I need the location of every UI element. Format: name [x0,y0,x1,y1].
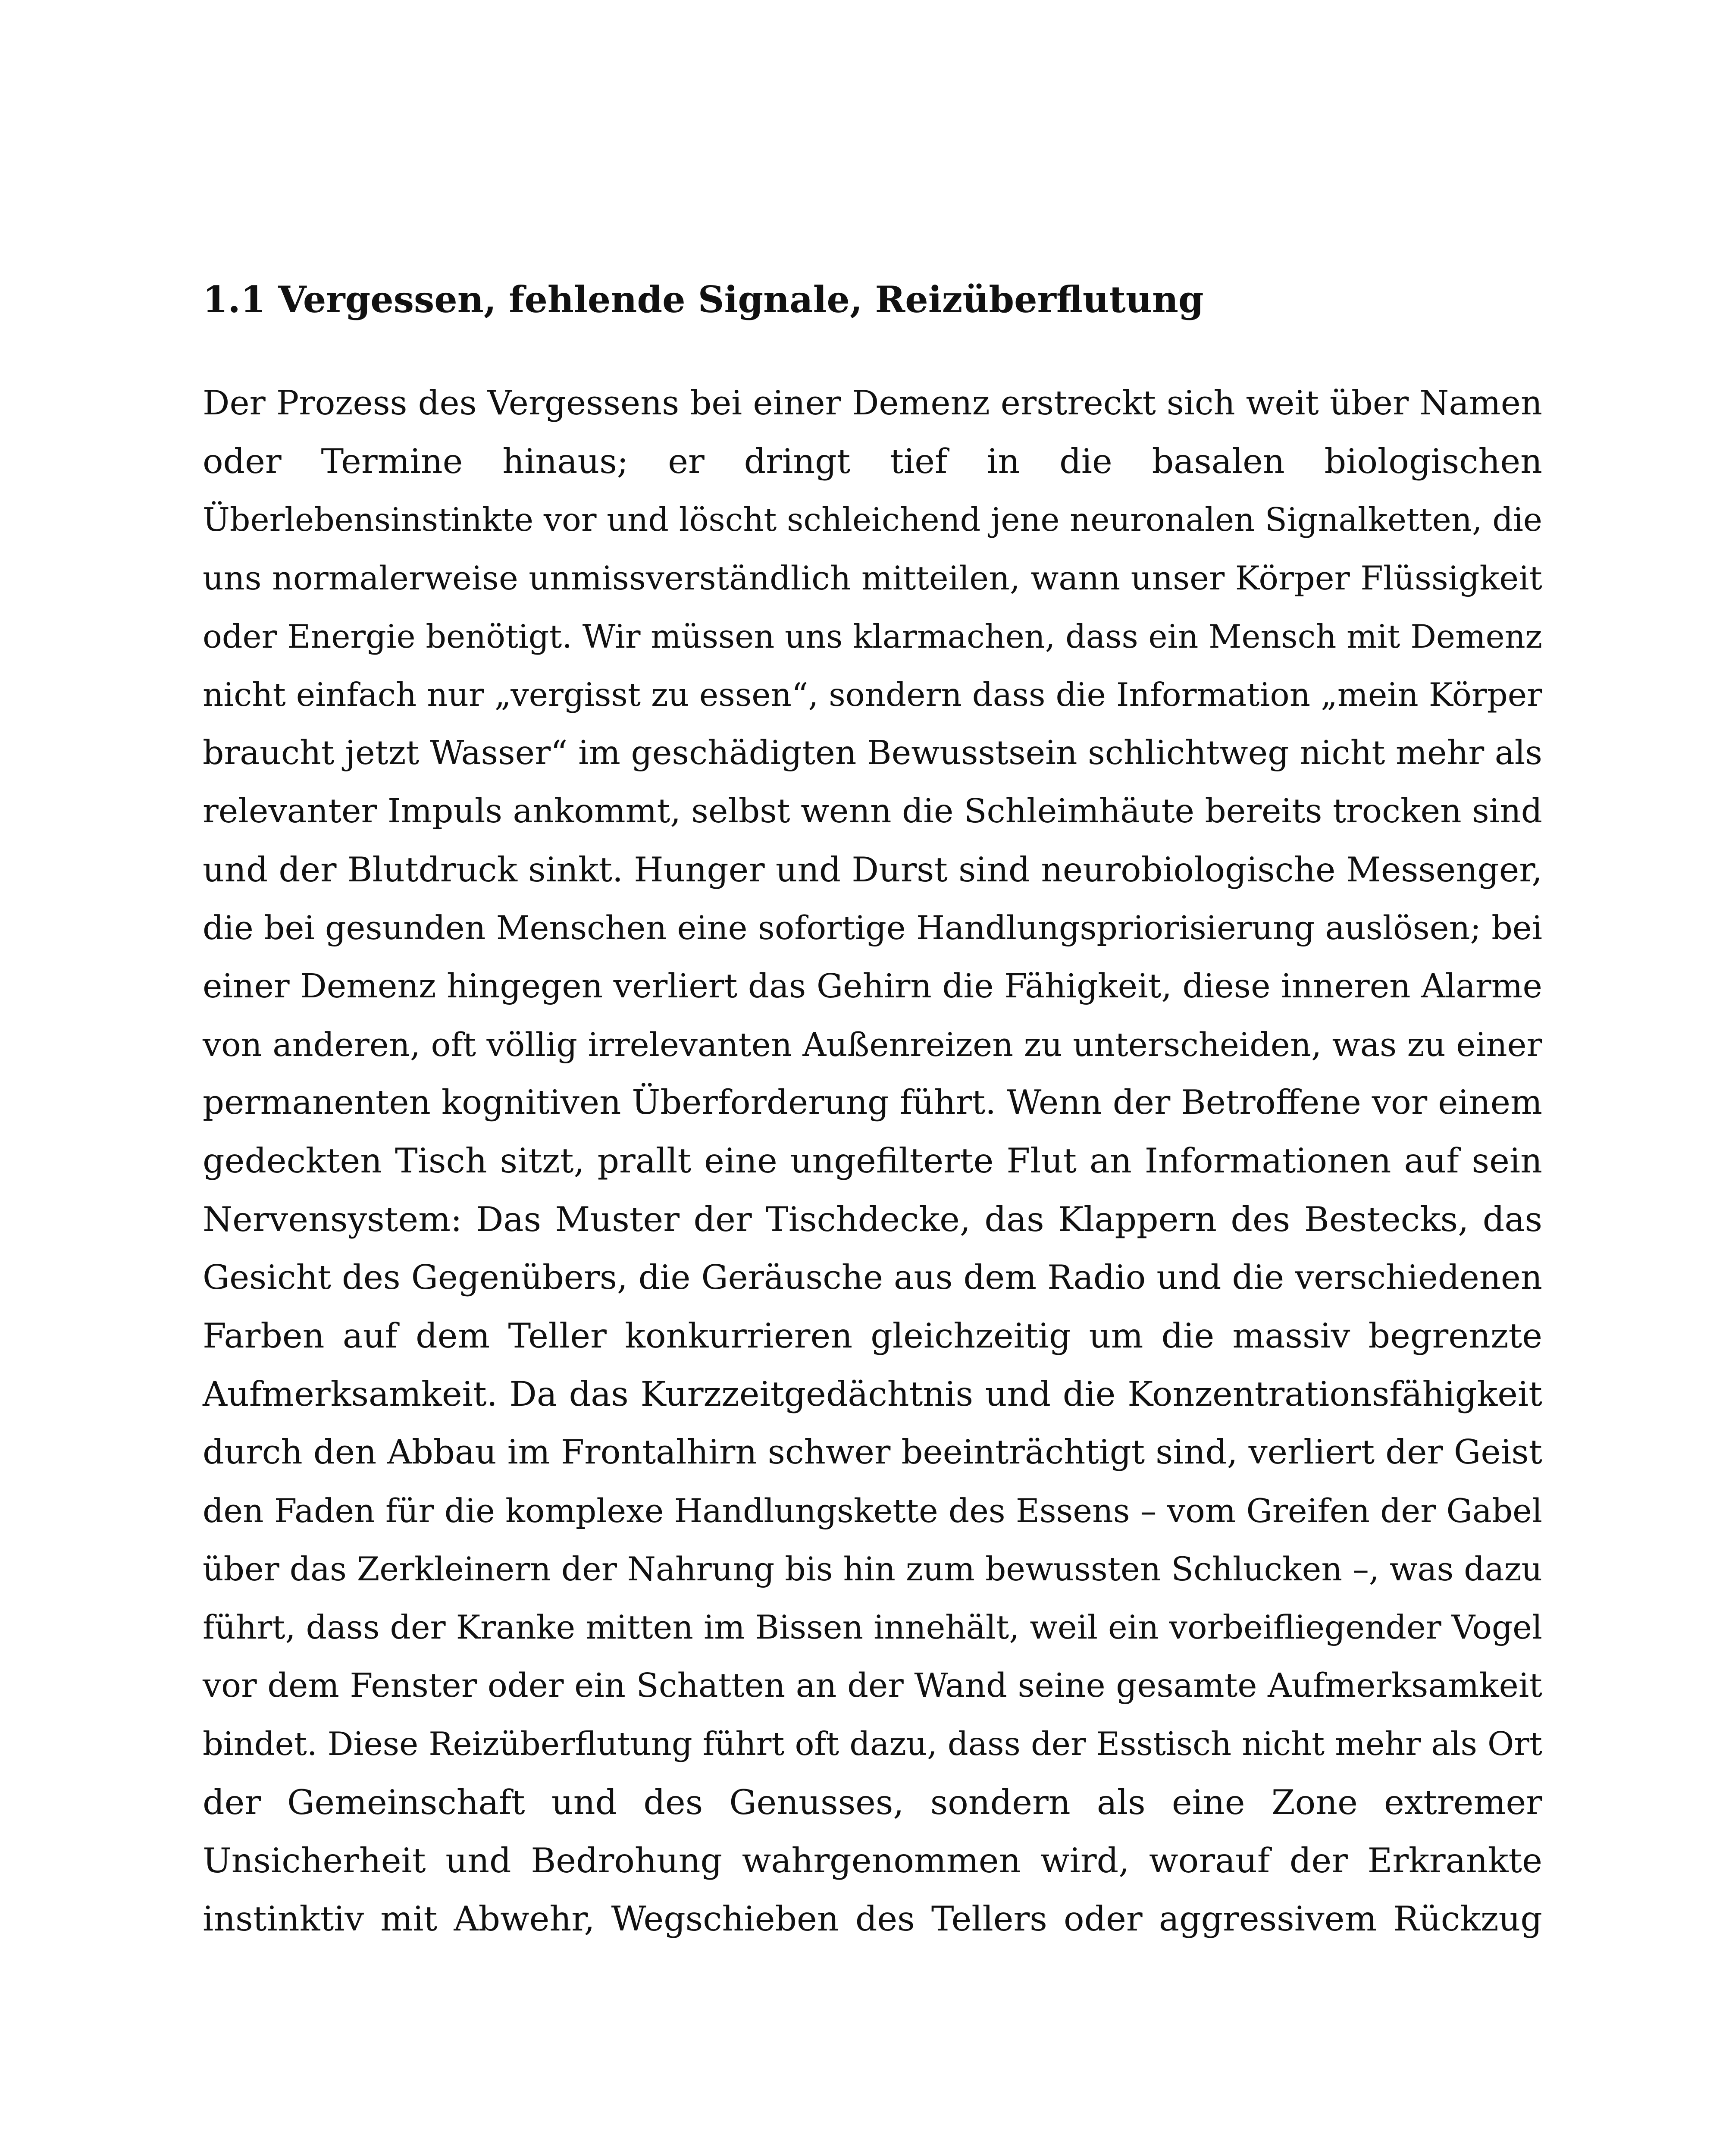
paragraph-line: bindet. Diese Reizüberflutung führt oft dazu, dass der Esstisch nicht mehr als Ort [203,1725,1542,1763]
paragraph-line: der Gemeinschaft und des Genusses, sondern als eine Zone extremer [203,1782,1542,1822]
paragraph-line: Gesicht des Gegenübers, die Geräusche aus dem Radio und die verschiedenen [203,1258,1542,1297]
paragraph-line: gedeckten Tisch sitzt, prallt eine ungefilterte Flut an Informationen auf sein [203,1141,1542,1181]
paragraph-line: führt, dass der Kranke mitten im Bissen innehält, weil ein vorbeifliegender Vogel [203,1608,1542,1646]
paragraph-line: die bei gesunden Menschen eine sofortige Handlungspriorisierung auslösen; bei [203,909,1542,947]
paragraph-line: Der Prozess des Vergessens bei einer Demenz erstreckt sich weit über Namen [203,384,1542,423]
paragraph-line: Nervensystem: Das Muster der Tischdecke, das Klappern des Bestecks, das [203,1199,1542,1239]
paragraph-line: und der Blutdruck sinkt. Hunger und Durst sind neurobiologische Messenger, [203,850,1542,890]
paragraph-line: Überlebensinstinkte vor und löscht schleichend jene neuronalen Signalketten, die [203,501,1542,539]
paragraph-line: oder Energie benötigt. Wir müssen uns klarmachen, dass ein Mensch mit Demenz [203,617,1542,655]
paragraph-line: relevanter Impuls ankommt, selbst wenn die Schleimhäute bereits trocken sind [203,792,1542,831]
paragraph-line: den Faden für die komplexe Handlungskette des Essens – vom Greifen der Gabel [203,1492,1542,1530]
paragraph-line: Farben auf dem Teller konkurrieren gleichzeitig um die massiv begrenzte [203,1316,1542,1356]
paragraph-line: Aufmerksamkeit. Da das Kurzzeitgedächtnis und die Konzentrationsfähigkeit [203,1374,1542,1414]
paragraph-line: einer Demenz hingegen verliert das Gehirn die Fähigkeit, diese inneren Alarme [203,967,1542,1006]
paragraph-line: über das Zerkleinern der Nahrung bis hin zum bewussten Schlucken –, was dazu [203,1550,1542,1588]
paragraph-line: durch den Abbau im Frontalhirn schwer beeinträchtigt sind, verliert der Geist [203,1433,1542,1472]
paragraph-line: nicht einfach nur „vergisst zu essen“, sondern dass die Information „mein Körper [203,675,1542,714]
paragraph-line: Unsicherheit und Bedrohung wahrgenommen wird, worauf der Erkrankte [203,1840,1542,1880]
paragraph-line: vor dem Fenster oder ein Schatten an der Wand seine gesamte Aufmerksamkeit [203,1667,1542,1705]
paragraph-line: oder Termine hinaus; er dringt tief in die basalen biologischen [203,442,1542,482]
section-heading: 1.1 Vergessen, fehlende Signale, Reizüberflutung [203,278,1204,321]
paragraph-line: uns normalerweise unmissverständlich mitteilen, wann unser Körper Flüssigkeit [203,559,1542,597]
paragraph-line: braucht jetzt Wasser“ im geschädigten Bewusstsein schlichtweg nicht mehr als [203,733,1542,773]
paragraph-line: von anderen, oft völlig irrelevanten Außenreizen zu unterscheiden, was zu einer [203,1025,1542,1064]
paragraph-line: instinktiv mit Abwehr, Wegschieben des Tellers oder aggressivem Rückzug [203,1899,1542,1939]
paragraph-line: permanenten kognitiven Überforderung führt. Wenn der Betroffene vor einem [203,1083,1542,1122]
body-paragraph [203,374,1542,1948]
